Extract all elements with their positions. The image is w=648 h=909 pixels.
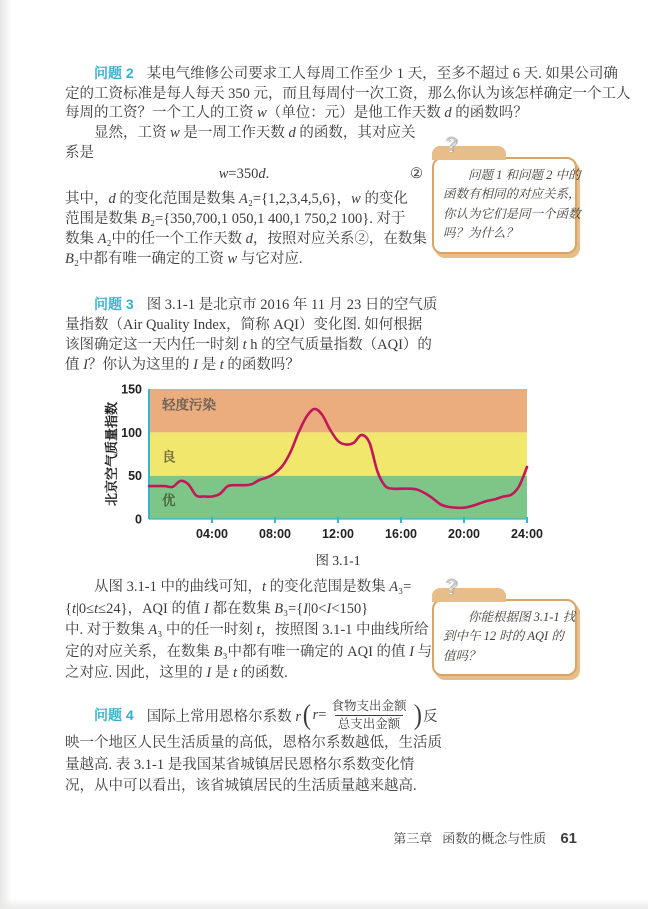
question-mark-icon: ?: [445, 575, 458, 598]
right-parenthesis: ): [413, 698, 422, 731]
text-segment: r=: [312, 706, 327, 723]
text-line: 范围是数集 B₂={350,700,1 050,1 400,1 750,2 100}. 对于: [65, 211, 406, 227]
sidenote-line: 你能根据图 3.1-1 找: [468, 610, 576, 624]
equation-number: ②: [410, 166, 423, 182]
text-line: 定的工资标准是每人每天 350 元，而且每周付一次工资，那么你认为该怎样确定一个工人: [65, 85, 631, 102]
problem-label: 问题 4: [94, 707, 134, 723]
problem3-paragraph: [65, 294, 437, 375]
problem-label: 问题 3: [94, 296, 134, 312]
sidenote-body: [432, 157, 581, 254]
sidenote-line: 问题 1 和问题 2 中的: [468, 168, 581, 182]
text-line: [65, 64, 631, 85]
svg-text:良: 良: [162, 449, 176, 465]
chapter-label: 第三章: [393, 831, 433, 846]
text-line: 值 I？你认为这里的 I 是 t 的函数吗？: [65, 357, 300, 373]
svg-text:12:00: 12:00: [322, 527, 354, 541]
svg-text:04:00: 04:00: [196, 527, 228, 541]
sidenote-question-box-2: [432, 575, 577, 676]
text-line: 其中，d 的变化范围是数集 A₂={1,2,3,4,5,6}，w 的变化: [65, 191, 408, 207]
text-line: 显然，工资 w 是一周工作天数 d 的函数，其对应关: [94, 125, 416, 142]
page-edge-shading: [0, 0, 12, 909]
text-line: [65, 294, 437, 315]
svg-text:100: 100: [121, 425, 142, 440]
text-line: 量越高. 表 3.1-1 是我国某省城镇居民恩格尔系数变化情: [65, 756, 415, 773]
aqi-line-chart: [100, 378, 570, 548]
text-line: 中. 对于数集 A₃ 中的任一时刻 t，按照图 3.1-1 中曲线所给: [65, 622, 429, 638]
engel-fraction: [328, 698, 409, 732]
problem2-continuation: [65, 189, 427, 269]
equation-w-350d: [65, 166, 423, 183]
svg-text:0: 0: [135, 512, 142, 527]
sidenote-line: 值吗？: [443, 648, 481, 663]
problem-label: 问题 2: [94, 65, 134, 81]
text-line: 映一个地区人民生活质量的高低，恩格尔系数越低，生活质: [65, 735, 442, 751]
equation-body: w=350d.: [218, 166, 270, 182]
chapter-title: 函数的概念与性质: [442, 831, 547, 846]
page-footer: [0, 828, 577, 847]
svg-text:150: 150: [121, 382, 142, 397]
text-line: 量指数（Air Quality Index，简称 AQI）变化图. 如何根据: [65, 317, 423, 333]
text-line: 之对应. 因此，这里的 I 是 t 的函数.: [65, 665, 288, 681]
text-line: 每周的工资？一个工人的工资 w（单位：元）是他工作天数 d 的函数吗？: [65, 105, 528, 122]
svg-text:北京空气质量指数: 北京空气质量指数: [104, 401, 119, 507]
text-segment: 反: [423, 708, 438, 725]
text-line: 况，从中可以看出，该省城镇居民的生活质量越来越高.: [65, 778, 417, 794]
text-line: 定的对应关系，在数集 B₃中都有唯一确定的 AQI 的值 I 与: [65, 643, 433, 660]
svg-text:16:00: 16:00: [385, 527, 417, 541]
left-parenthesis: (: [302, 698, 311, 731]
text-line: 该图确定这一天内任一时刻 t h 的空气质量指数（AQI）的: [65, 337, 432, 353]
text-line: B₂中都有唯一确定的工资 w 与它对应.: [65, 251, 303, 267]
question-mark-icon: ?: [445, 133, 458, 156]
sidenote-line: 你认为它们是同一个函数: [443, 206, 581, 221]
sidenote-question-box-1: [432, 133, 581, 254]
svg-text:08:00: 08:00: [259, 527, 291, 541]
problem3-continuation: [65, 577, 432, 685]
text-line: 系是: [65, 144, 94, 161]
text-line: 某电气维修公司要求工人每周工作至少 1 天，至多不超过 6 天. 如果公司确: [146, 66, 618, 82]
fraction-denominator: 总支出金额: [335, 715, 404, 732]
question-tab: [432, 133, 506, 160]
text-line: {t|0≤t≤24}，AQI 的值 I 都在数集 B₃={I|0<I<150}: [65, 600, 369, 617]
text-line: 从图 3.1-1 中的曲线可知，t 的变化范围是数集 A₃=: [94, 579, 412, 595]
text-line: 图 3.1-1 是北京市 2016 年 11 月 23 日的空气质: [146, 297, 438, 313]
question-tab: [432, 575, 506, 602]
problem4-paragraph: [65, 733, 442, 798]
text-line: 数集 A₂中的任一个工作天数 d，按照对应关系②，在数集: [65, 231, 427, 247]
aqi-chart-figure: [100, 378, 570, 548]
svg-text:优: 优: [162, 492, 176, 508]
sidenote-line: 函数有相同的对应关系，: [443, 187, 581, 202]
svg-text:24:00: 24:00: [511, 527, 543, 541]
figure-caption: 图 3.1-1: [315, 553, 361, 568]
text-segment: 国际上常用恩格尔系数 r: [146, 708, 301, 725]
sidenote-body: [432, 599, 577, 676]
page-number: 61: [560, 830, 577, 847]
svg-text:20:00: 20:00: [448, 527, 480, 541]
sidenote-line: 到中午 12 时的 AQI 的: [443, 629, 564, 644]
sidenote-line: 吗？为什么？: [443, 226, 519, 241]
page-edge-shading: [0, 899, 648, 909]
svg-text:轻度污染: 轻度污染: [162, 397, 216, 413]
svg-text:50: 50: [128, 469, 142, 484]
problem4-formula-line: [65, 695, 438, 735]
fraction-numerator: 食物支出金额: [331, 699, 407, 714]
